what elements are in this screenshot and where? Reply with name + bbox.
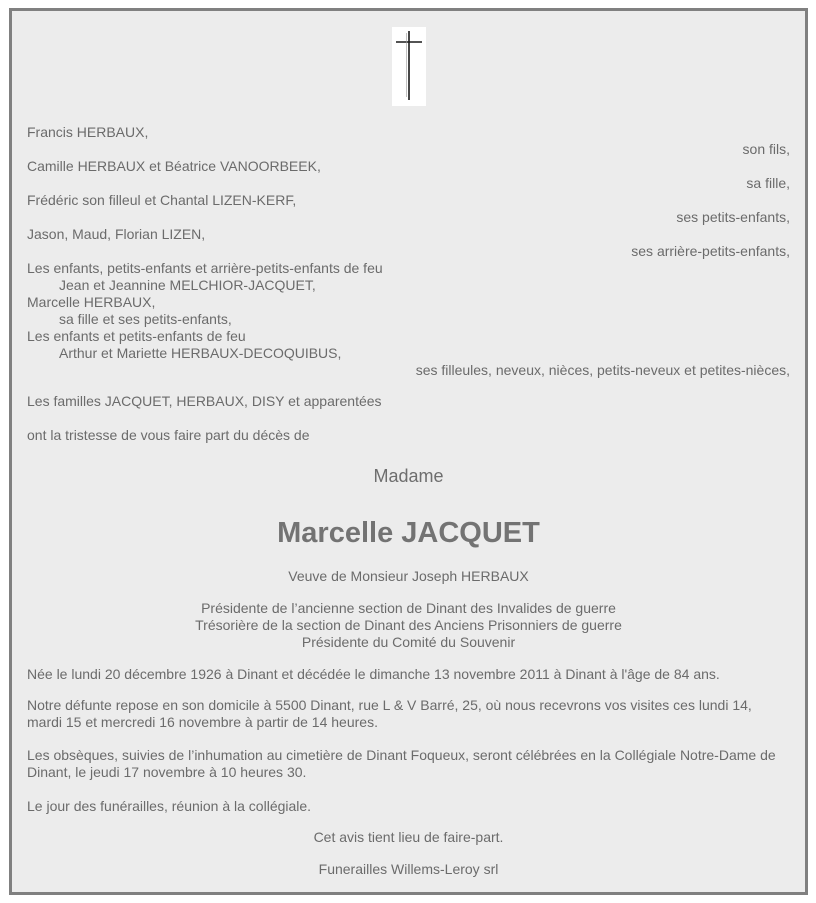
funeral-home: Funerailles Willems-Leroy srl (318, 861, 499, 877)
widow-of: Veuve de Monsieur Joseph HERBAUX (288, 568, 529, 584)
family-line-daughter-grandchildren: sa fille et ses petits-enfants, (59, 311, 232, 327)
visitation-paragraph: Notre défunte repose en son domicile à 5500 Dinant, rue L & V Barré, 25, où nous recevrons vos visites ces lundi 14, mardi 15 et mercredi 16 novembre à partir de 14 heures. (27, 697, 752, 730)
relation-godchildren-nieces: ses filleules, neveux, nièces, petits-neveux et petites-nièces, (415, 362, 790, 378)
families-line: Les familles JACQUET, HERBAUX, DISY et apparentées (27, 393, 382, 409)
funeral-paragraph: Les obsèques, suivies de l’inhumation au cimetière de Dinant Foqueux, seront célébrées en la Collégiale Notre-Dame de Dinant, le jeudi 17 novembre à 10 heures 30. (27, 747, 776, 780)
relation-son: son fils, (742, 141, 790, 157)
deceased-name: Marcelle JACQUET (277, 517, 540, 549)
family-line-frederic: Frédéric son filleul et Chantal LIZEN-KERF, (27, 192, 297, 208)
announcement: ont la tristesse de vous faire part du décès de (27, 427, 310, 443)
family-line-camille: Camille HERBAUX et Béatrice VANOORBEEK, (27, 158, 321, 174)
title-line-1: Présidente de l’ancienne section de Dinant des Invalides de guerre (201, 600, 616, 616)
relation-great-grandchildren: ses arrière-petits-enfants, (631, 243, 790, 259)
family-line-marcelle: Marcelle HERBAUX, (27, 294, 156, 310)
relation-grandchildren: ses petits-enfants, (676, 209, 790, 225)
obituary-card (9, 8, 808, 895)
gathering: Le jour des funérailles, réunion à la collégiale. (27, 798, 312, 814)
family-line-lizen: Jason, Maud, Florian LIZEN, (27, 226, 206, 242)
birth-death: Née le lundi 20 décembre 1926 à Dinant et décédée le dimanche 13 novembre 2011 à Dinant à l'âge de 84 ans. (27, 666, 720, 682)
family-line-children-late: Les enfants et petits-enfants de feu (27, 328, 246, 344)
notice: Cet avis tient lieu de faire-part. (313, 829, 504, 845)
title-line-3: Présidente du Comité du Souvenir (301, 634, 516, 650)
family-line-melchior: Jean et Jeannine MELCHIOR-JACQUET, (59, 277, 316, 293)
title-line-2: Trésorière de la section de Dinant des Anciens Prisonniers de guerre (195, 617, 622, 633)
cross-icon (392, 27, 426, 106)
family-line-decoquibus: Arthur et Mariette HERBAUX-DECOQUIBUS, (59, 345, 342, 361)
relation-daughter: sa fille, (746, 175, 790, 191)
cross-image (392, 27, 426, 106)
family-line-francis: Francis HERBAUX, (27, 124, 149, 140)
family-line-descendants: Les enfants, petits-enfants et arrière-petits-enfants de feu (27, 260, 383, 276)
honorific: Madame (373, 466, 444, 486)
